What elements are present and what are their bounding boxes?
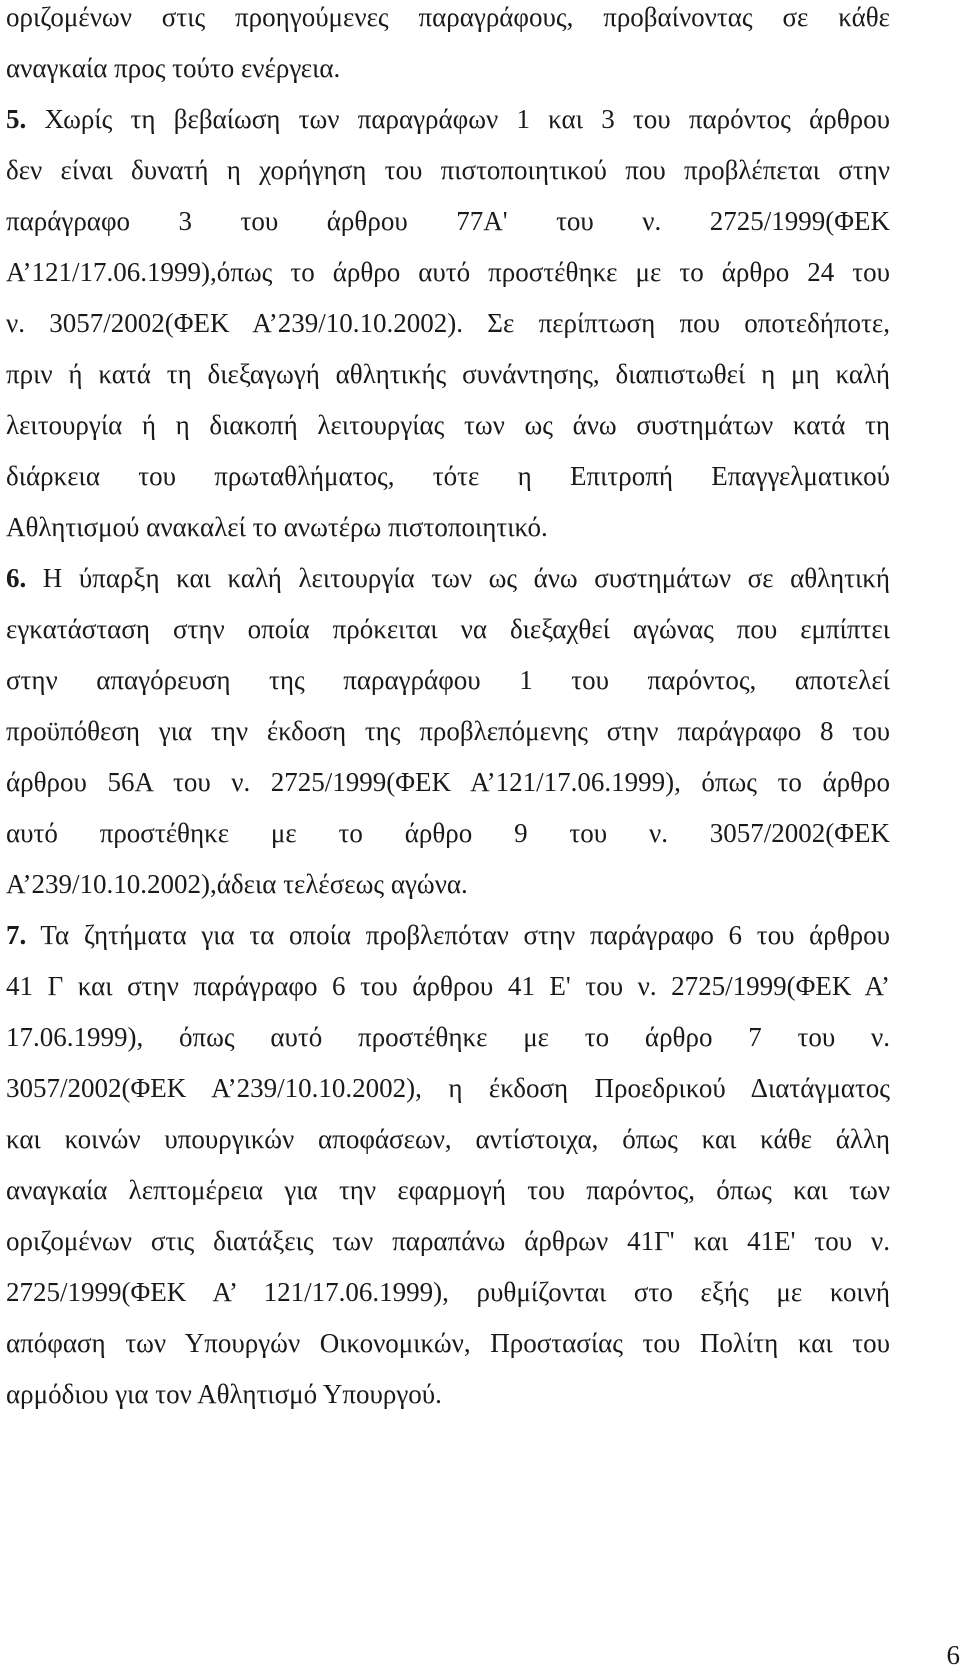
text-line: Α’239/10.10.2002),άδεια τελέσεως αγώνα. [6,869,468,899]
text-line: 17.06.1999), όπως αυτό προστέθηκε με το άρθρο 7 του ν. [6,1022,890,1052]
text-line: στην απαγόρευση της παραγράφου 1 του παρόντος, αποτελεί [6,665,890,695]
text-fragment: Η ύπαρξη και καλή λειτουργία των ως άνω συστημάτων σε αθλητική [26,563,890,593]
text-line: οριζομένων στις προηγούμενες παραγράφους, προβαίνοντας σε κάθε [6,2,890,32]
text-line: Αθλητισμού ανακαλεί το ανωτέρω πιστοποιητικό. [6,512,548,542]
text-line: αυτό προστέθηκε με το άρθρο 9 του ν. 3057/2002(ΦΕΚ [6,818,890,848]
text-line: Α’121/17.06.1999),όπως το άρθρο αυτό προστέθηκε με το άρθρο 24 του [6,257,890,287]
paragraph-number: 6. [6,563,27,593]
text-line: απόφαση των Υπουργών Οικονομικών, Προστασίας του Πολίτη και του [6,1328,890,1358]
text-line: διάρκεια του πρωταθλήματος, τότε η Επιτροπή Επαγγελματικού [6,461,890,491]
text-fragment: Τα ζητήματα για τα οποία προβλεπόταν στην παράγραφο 6 του άρθρου [26,920,890,950]
text-line: αναγκαία προς τούτο ενέργεια. [6,53,341,83]
text-line: 3057/2002(ΦΕΚ Α’239/10.10.2002), η έκδοση Προεδρικού Διατάγματος [6,1073,890,1103]
text-line: οριζομένων στις διατάξεις των παραπάνω άρθρων 41Γ' και 41Ε' του ν. [6,1226,890,1256]
text-line: αρμόδιου για τον Αθλητισμό Υπουργού. [6,1379,442,1409]
text-line: προϋπόθεση για την έκδοση της προβλεπόμενης στην παράγραφο 8 του [6,716,890,746]
text-line: αναγκαία λεπτομέρεια για την εφαρμογή του παρόντος, όπως και των [6,1175,890,1205]
paragraph-number: 5. [6,104,27,134]
text-line: παράγραφο 3 του άρθρου 77Α' του ν. 2725/1999(ΦΕΚ [6,206,890,236]
text-line: πριν ή κατά τη διεξαγωγή αθλητικής συνάντησης, διαπιστωθεί η μη καλή [6,359,890,389]
text-line: ν. 3057/2002(ΦΕΚ Α’239/10.10.2002). Σε περίπτωση που οποτεδήποτε, [6,308,890,338]
paragraph-5-first-line [6,102,890,136]
text-line: εγκατάσταση στην οποία πρόκειται να διεξαχθεί αγώνας που εμπίπτει [6,614,890,644]
paragraph-7-first-line [6,918,890,952]
paragraph-6-first-line [6,561,890,595]
text-line: άρθρου 56Α του ν. 2725/1999(ΦΕΚ Α’121/17.06.1999), όπως το άρθρο [6,767,890,797]
text-line: 41 Γ και στην παράγραφο 6 του άρθρου 41 Ε' του ν. 2725/1999(ΦΕΚ Α’ [6,971,890,1001]
page-number: 6 [946,1640,960,1670]
text-line: 2725/1999(ΦΕΚ Α’ 121/17.06.1999), ρυθμίζονται στο εξής με κοινή [6,1277,890,1307]
text-line: δεν είναι δυνατή η χορήγηση του πιστοποιητικού που προβλέπεται στην [6,155,890,185]
text-line: λειτουργία ή η διακοπή λειτουργίας των ως άνω συστημάτων κατά τη [6,410,890,440]
paragraph-number: 7. [6,920,27,950]
text-fragment: Χωρίς τη βεβαίωση των παραγράφων 1 και 3 του παρόντος άρθρου [26,104,890,134]
text-line: και κοινών υπουργικών αποφάσεων, αντίστοιχα, όπως και κάθε άλλη [6,1124,890,1154]
